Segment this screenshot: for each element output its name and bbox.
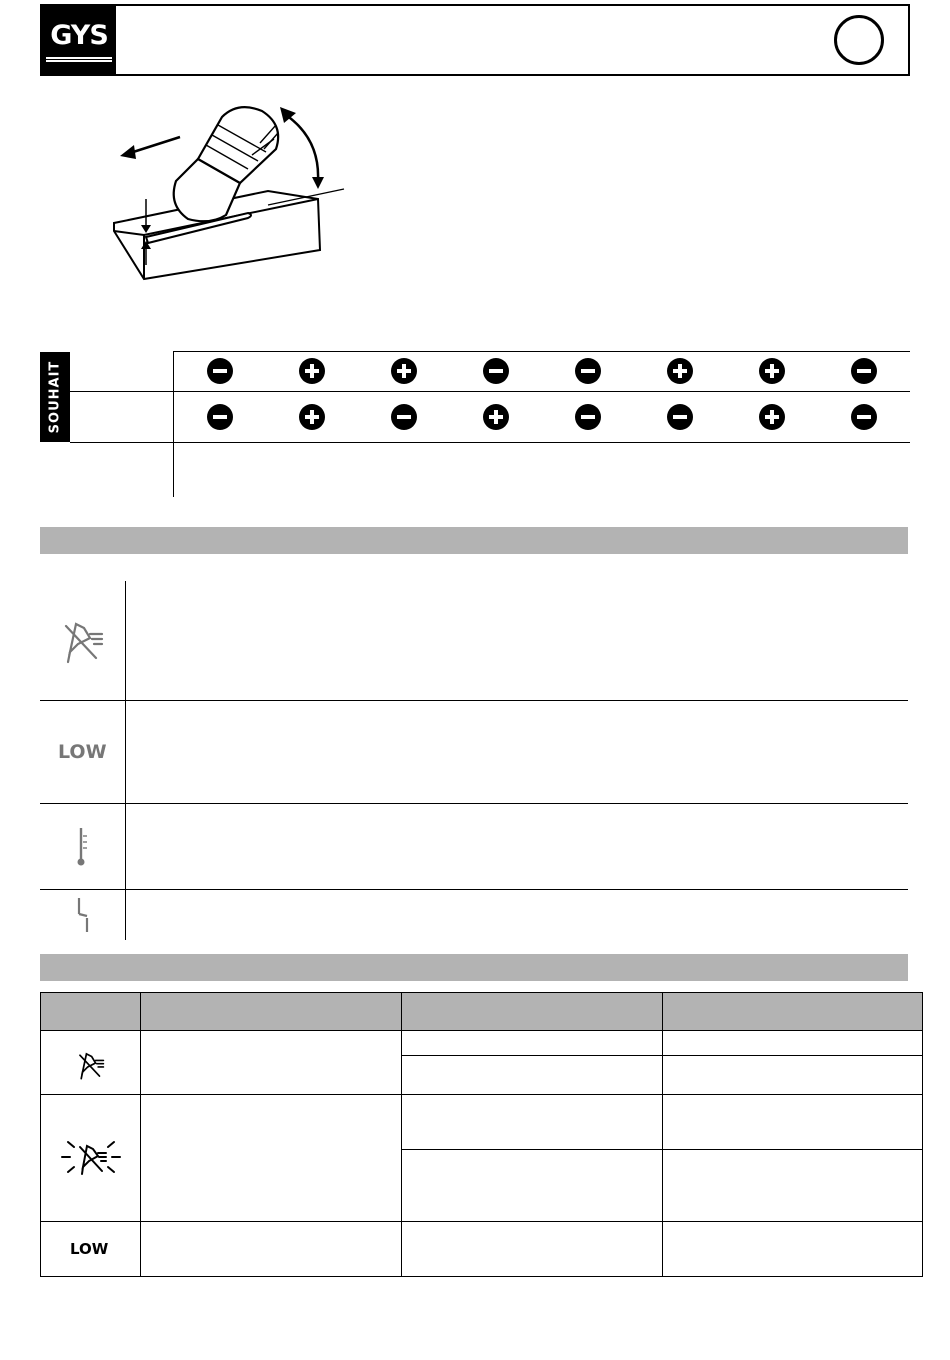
table-column-divider: [140, 992, 141, 1277]
minus-sign-icon: [851, 404, 877, 430]
section-bar-indicators: [40, 527, 908, 554]
minus-sign-icon: [207, 404, 233, 430]
open-circuit-icon: [76, 896, 92, 934]
minus-sign-icon: [575, 404, 601, 430]
section-bar-faults: [40, 954, 908, 981]
logo-text: GYS: [50, 20, 108, 51]
plus-sign-icon: [299, 358, 325, 384]
table-row-divider: [40, 1221, 923, 1222]
symbol-list-divider: [125, 581, 126, 940]
page-header: [40, 4, 910, 76]
symbol-separator: [40, 700, 908, 701]
symbol-separator: [40, 889, 908, 890]
polarity-row-1: [0, 358, 950, 384]
minus-sign-icon: [851, 358, 877, 384]
table-row-divider: [40, 1030, 923, 1031]
souhait-text: SOUHAIT: [47, 360, 63, 434]
symbol-separator: [40, 803, 908, 804]
fault-table-header: [40, 992, 923, 1030]
minus-sign-icon: [483, 358, 509, 384]
polarity-bottom-rule: [70, 442, 910, 443]
table-subrow-divider: [401, 1149, 923, 1150]
thermometer-icon: [74, 826, 90, 868]
minus-sign-icon: [575, 358, 601, 384]
table-column-divider: [662, 992, 663, 1277]
language-badge: [834, 15, 884, 65]
travel-direction-arrow: [130, 137, 180, 153]
plus-sign-icon: [759, 404, 785, 430]
plus-sign-icon: [483, 404, 509, 430]
torch-angle-illustration: [100, 95, 360, 295]
angle-arrow: [286, 115, 318, 181]
gys-logo: [42, 6, 116, 74]
polarity-row-2: [0, 404, 950, 430]
polarity-row-divider: [70, 391, 910, 392]
low-indicator-label: LOW: [58, 741, 107, 763]
plus-sign-icon: [667, 358, 693, 384]
low-fault-label: LOW: [70, 1240, 109, 1258]
table-border: [40, 992, 41, 1277]
plus-sign-icon: [759, 358, 785, 384]
table-row-divider: [40, 1094, 923, 1095]
no-battery-blinking-icon: [58, 1134, 124, 1180]
table-border: [40, 992, 923, 993]
table-border: [40, 1276, 923, 1277]
plus-sign-icon: [391, 358, 417, 384]
table-subrow-divider: [401, 1055, 923, 1056]
minus-sign-icon: [207, 358, 233, 384]
plus-sign-icon: [299, 404, 325, 430]
table-column-divider: [401, 992, 402, 1277]
logo-underline-gap: [46, 59, 112, 60]
minus-sign-icon: [391, 404, 417, 430]
fault-table: [40, 992, 923, 1277]
table-border: [922, 992, 923, 1277]
no-battery-icon: [76, 1050, 106, 1080]
minus-sign-icon: [667, 404, 693, 430]
polarity-top-rule: [174, 351, 910, 352]
no-battery-icon: [62, 618, 104, 664]
